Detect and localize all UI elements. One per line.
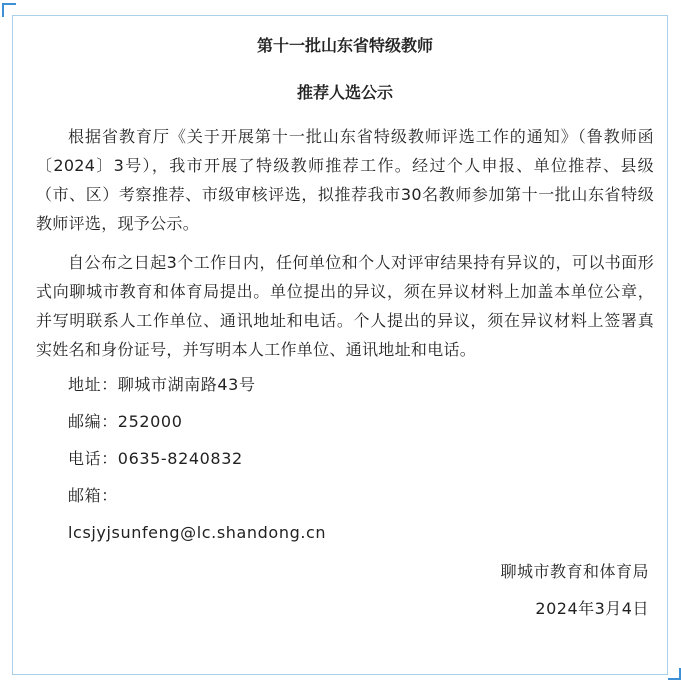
issue-date: 2024年3月4日 — [535, 599, 649, 618]
notice-paragraph-1: 根据省教育厅《关于开展第十一批山东省特级教师评选工作的通知》（鲁教师函〔2024〕3号），我市开展了特级教师推荐工作。经过个人申报、单位推荐、县级（市、区）考察推荐、市级审核评选，拟推荐我市30名教师参加第十一批山东省特级教师评选，现予公示。 — [36, 127, 654, 233]
notice-title: 第十一批山东省特级教师 — [256, 36, 433, 55]
contact-phone: 电话：0635-8240832 — [68, 449, 243, 468]
contact-email[interactable]: lcsjyjsunfeng@lc.shandong.cn — [68, 523, 327, 542]
notice-content — [36, 30, 654, 627]
contact-address: 地址：聊城市湖南路43号 — [68, 375, 256, 394]
notice-paragraph-2: 自公布之日起3个工作日内，任何单位和个人对评审结果持有异议的，可以书面形式向聊城市教育和体育局提出。单位提出的异议，须在异议材料上加盖本单位公章，并写明联系人工作单位、通讯地址和电话。个人提出的异议，须在异议材料上签署真实姓名和身份证号，并写明本人工作单位、通讯地址和电话。 — [36, 253, 654, 359]
contact-postcode: 邮编：252000 — [68, 412, 183, 431]
notice-subtitle: 推荐人选公示 — [296, 83, 393, 102]
contact-email-label: 邮箱： — [68, 486, 118, 505]
issuer-name: 聊城市教育和体育局 — [500, 562, 649, 581]
corner-decoration-bottom-right — [668, 668, 681, 680]
